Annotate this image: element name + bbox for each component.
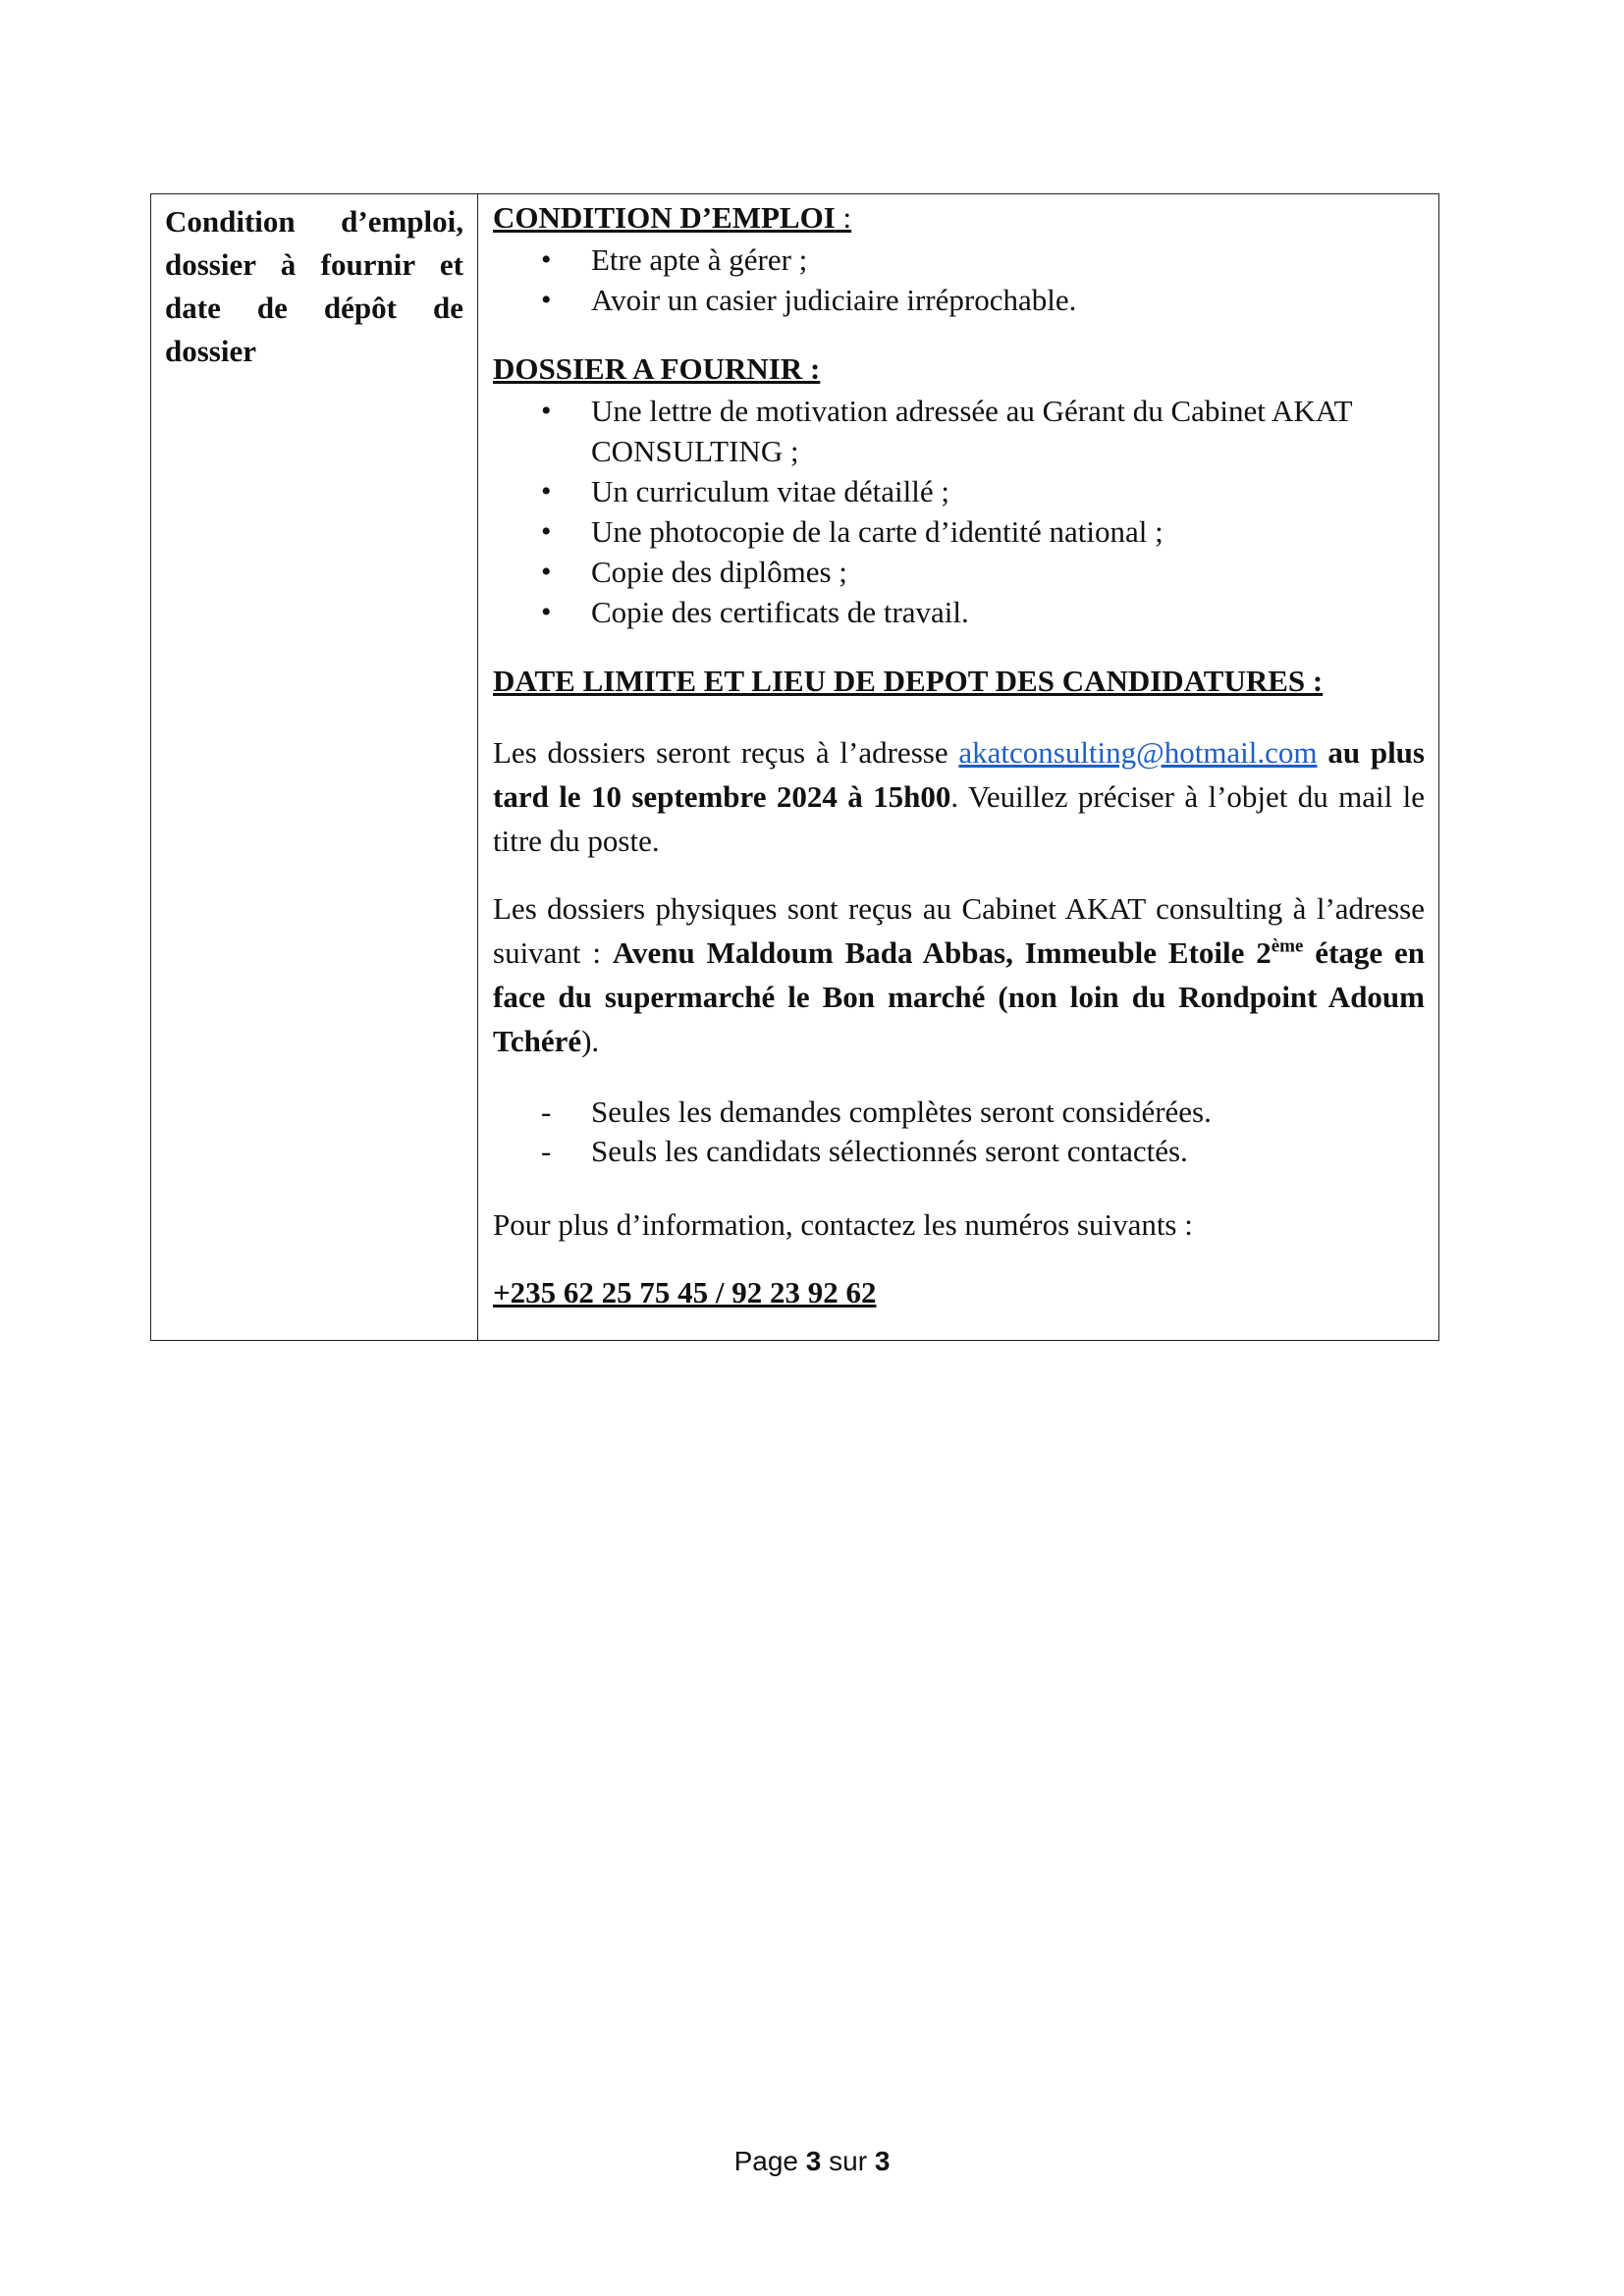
submission-text: Les dossiers seront reçus à l’adresse [493, 735, 959, 770]
row-label: Condition d’emploi, dossier à fournir et date de dépôt de dossier [151, 194, 478, 1341]
condition-heading-text: CONDITION D’EMPLOI [493, 200, 836, 235]
dossier-heading: DOSSIER A FOURNIR : [493, 351, 821, 386]
dossier-list [493, 391, 1425, 632]
address-part-1: Avenu Maldoum Bada Abbas, Immeuble Etoile 2 [612, 935, 1272, 970]
floor-superscript: ème [1271, 935, 1304, 957]
row-content [478, 194, 1439, 1341]
phone-numbers: +235 62 25 75 45 / 92 23 92 62 [493, 1275, 877, 1309]
footer-middle: sur [821, 2146, 875, 2176]
condition-heading [493, 196, 1425, 240]
list-item: • Un curriculum vitae détaillé ; [493, 471, 1425, 511]
address-paragraph [493, 886, 1425, 1063]
email-link[interactable]: akatconsulting@hotmail.com [958, 735, 1318, 770]
total-pages: 3 [874, 2146, 891, 2176]
list-item: - Seules les demandes complètes seront considérées. [493, 1093, 1425, 1132]
condition-list [493, 240, 1425, 320]
submission-instruction: . Veuillez préciser à l’objet du mail le titre du poste. [493, 779, 1425, 858]
submission-paragraph [493, 730, 1425, 863]
page-footer [0, 2146, 1624, 2177]
notes-list [493, 1093, 1425, 1171]
current-page: 3 [805, 2146, 822, 2176]
list-item: • Etre apte à gérer ; [493, 240, 1425, 280]
address-part-2: étage en face du supermarché le Bon marché (non loin du Rondpoint Adoum Tchéré [493, 935, 1426, 1058]
deadline-heading: DATE LIMITE ET LIEU DE DEPOT DES CANDIDATURES : [493, 664, 1324, 698]
footer-prefix: Page [733, 2146, 806, 2176]
list-item: • Une lettre de motivation adressée au Gérant du Cabinet AKAT CONSULTING ; [493, 391, 1425, 471]
table-row [151, 194, 1439, 1341]
condition-heading-suffix: : [835, 200, 852, 235]
contact-text: Pour plus d’information, contactez les numéros suivants : [493, 1207, 1193, 1242]
list-item: • Avoir un casier judiciaire irréprochable. [493, 280, 1425, 320]
address-intro: Les dossiers physiques sont reçus au Cabinet AKAT consulting à l’adresse suivant : [493, 891, 1425, 970]
list-item: • Copie des diplômes ; [493, 552, 1425, 592]
list-item: - Seuls les candidats sélectionnés seront contactés. [493, 1132, 1425, 1171]
list-item: • Une photocopie de la carte d’identité national ; [493, 511, 1425, 552]
job-offer-table [150, 193, 1439, 1341]
address-end: ). [581, 1024, 600, 1058]
deadline-date: au plus tard le 10 septembre 2024 à 15h00 [493, 735, 1425, 814]
list-item: • Copie des certificats de travail. [493, 592, 1425, 632]
